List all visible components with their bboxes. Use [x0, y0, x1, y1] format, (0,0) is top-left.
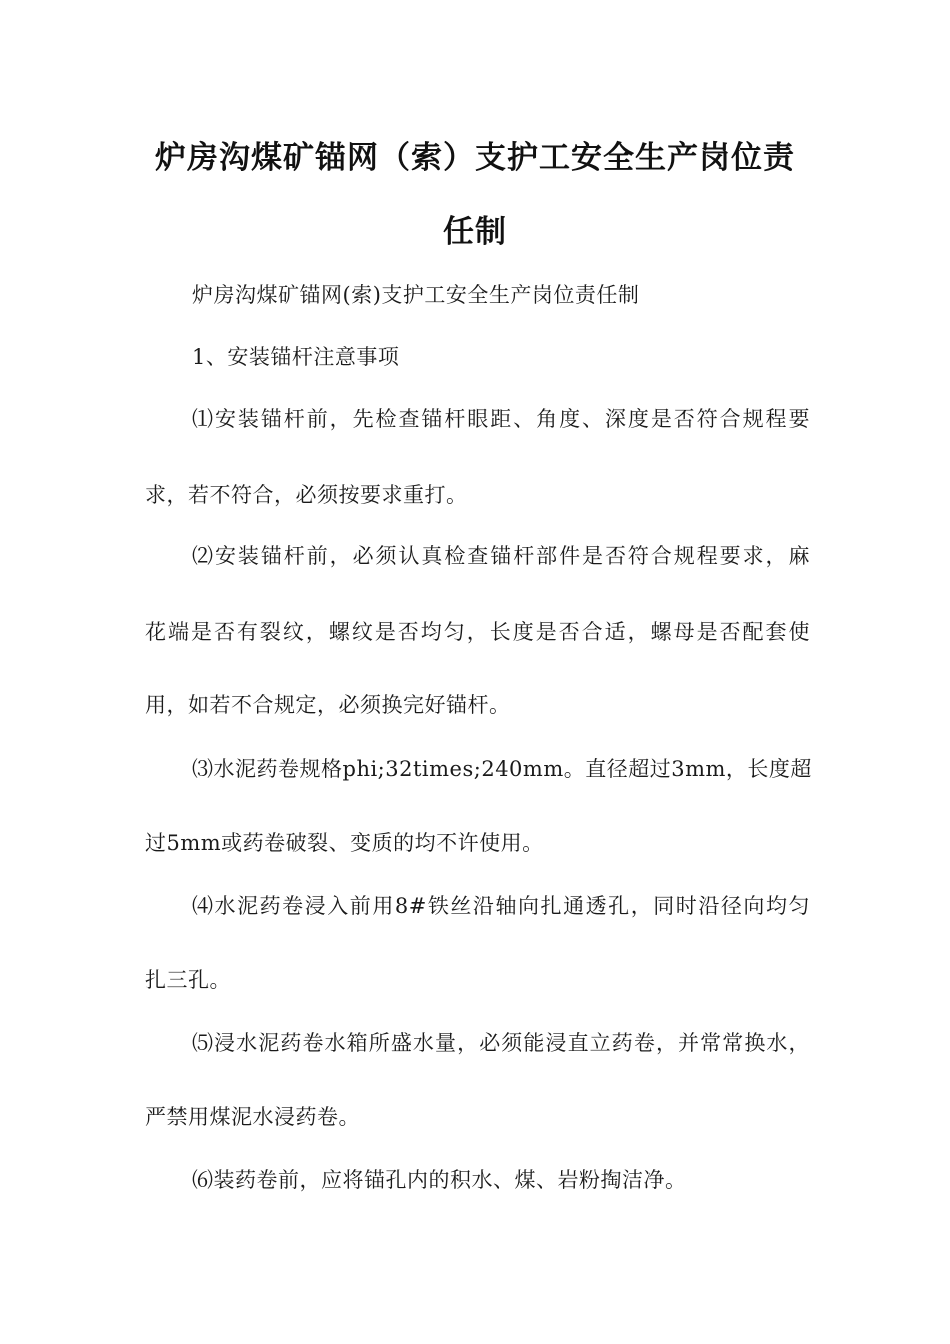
paragraph-line: 用，如若不合规定，必须换完好锚杆。	[145, 693, 511, 717]
paragraph-line: ⑹装药卷前，应将锚孔内的积水、煤、岩粉掏洁净。	[192, 1168, 687, 1192]
paragraph-line: ⑸浸水泥药卷水箱所盛水量，必须能浸直立药卷，并常常换水，	[192, 1031, 810, 1055]
paragraph-line: 求，若不符合，必须按要求重打。	[145, 483, 468, 507]
section-heading: 1、安装锚杆注意事项	[192, 345, 400, 369]
paragraph-line: ⑴安装锚杆前，先检查锚杆眼距、角度、深度是否符合规程要	[192, 407, 810, 431]
paragraph-line: ⑵安装锚杆前，必须认真检查锚杆部件是否符合规程要求，麻	[192, 544, 810, 568]
paragraph-line: 扎三孔。	[145, 968, 231, 992]
paragraph-line: 花端是否有裂纹，螺纹是否均匀，长度是否合适，螺母是否配套使	[145, 620, 810, 644]
subtitle-paragraph: 炉房沟煤矿锚网(索)支护工安全生产岗位责任制	[192, 283, 640, 307]
paragraph-line: 严禁用煤泥水浸药卷。	[145, 1105, 360, 1129]
paragraph-line: ⑶水泥药卷规格phi;32times;240mm。直径超过3mm，长度超	[192, 757, 812, 781]
paragraph-line: ⑷水泥药卷浸入前用8#铁丝沿轴向扎通透孔，同时沿径向均匀	[192, 894, 810, 918]
document-title-line-2: 任制	[443, 214, 507, 250]
document-title-line-1: 炉房沟煤矿锚网（索）支护工安全生产岗位责	[155, 140, 795, 176]
paragraph-line: 过5mm或药卷破裂、变质的均不许使用。	[145, 831, 544, 855]
